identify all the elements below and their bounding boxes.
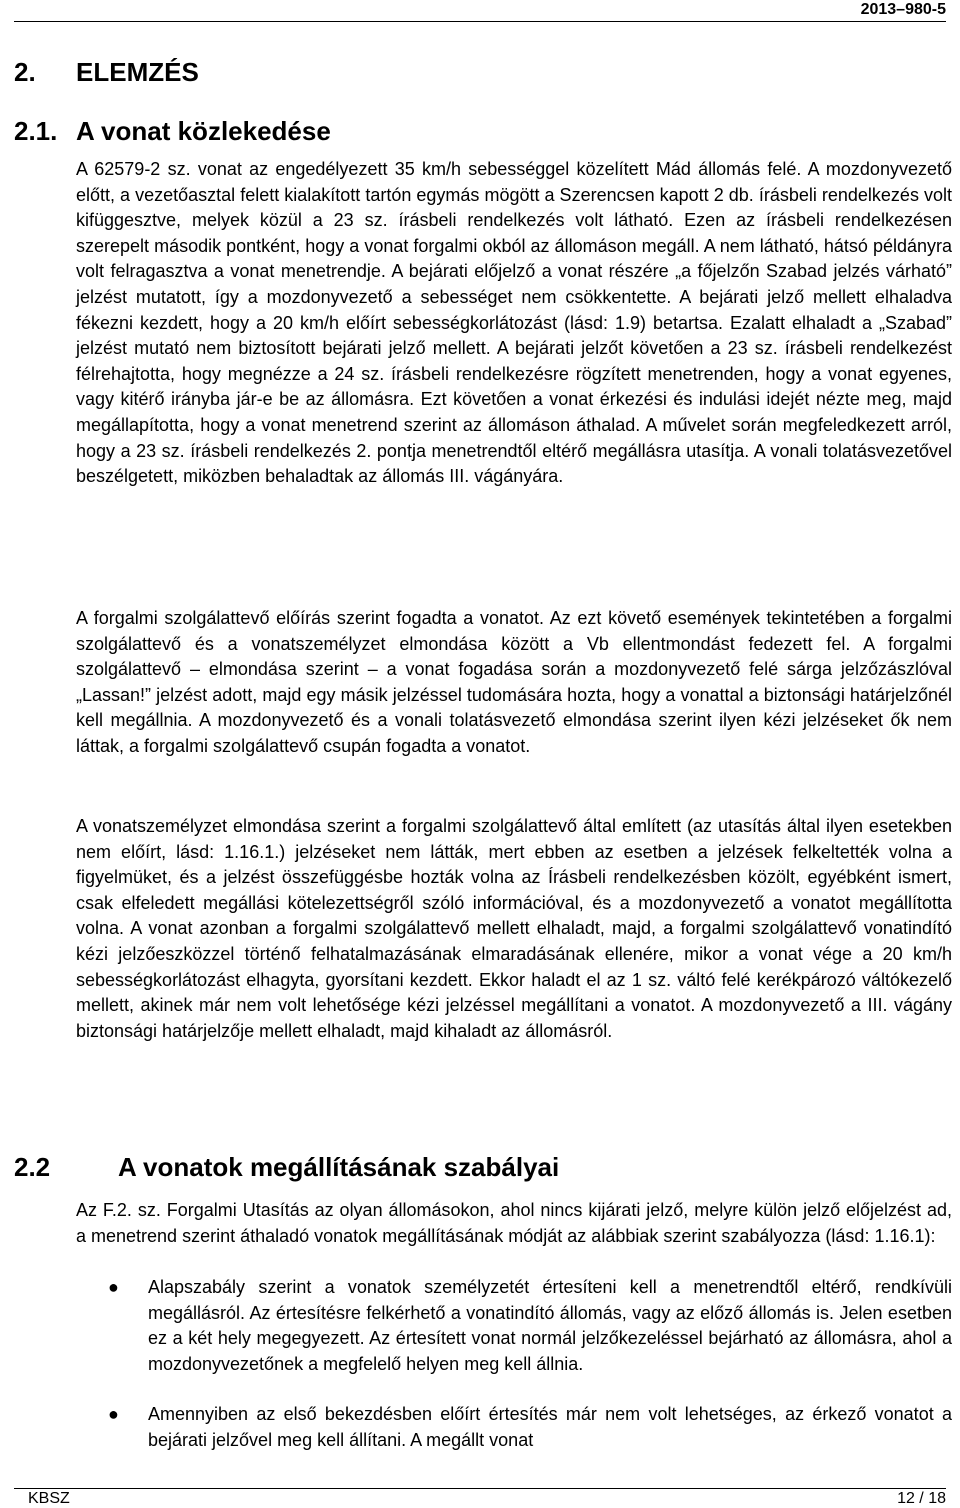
- paragraph-1: A 62579-2 sz. vonat az engedélyezett 35 km/h sebességgel közelített Mád állomás felé. A mozdonyvezető előtt, a vezetőasztal felett kialakított tartón egymás mögött a Szerencsen kapott 2 db. írásbeli rendelkezés volt kifüggesztve, melyek közül a 23 sz. írásbeli rendelkezés volt látható. Ezen az írásbeli rendelkezésen szerepelt második pontként, hogy a vonat forgalmi okból az állomáson megáll. A nem látható, hátsó példányra volt felragasztva a vonat menetrendje. A bejárati előjelző a vonat részére „a főjelzőn Szabad jelzés várható” jelzést mutatott, így a mozdonyvezető a sebességet nem csökkentette. A bejárati jelző mellett elhaladva fékezni kezdett, hogy a 20 km/h előírt sebességkorlátozást (lásd: 1.9) betartsa. Ezalatt elhaladt a „Szabad” jelzést mutató nem biztosított bejárati jelző mellett. A bejárati jelzőt követően a 23 sz. írásbeli rendelkezést félrehajtotta, hogy megnézze a 24 sz. írásbeli rendelkezésre rögzített menetrenden, hogy a vonat egyenes, vagy kitérő irányba jár-e be az állomásra. Ezt követően a vonat érkezési és indulási idejét nézte meg, majd megállapította, hogy a vonat menetrend szerint az állomáson áthalad. A művelet során megfeledkezett arról, hogy a 23 sz. írásbeli rendelkezés 2. pontja menetrendtől eltérő megállásra utasítja. A vonali tolatásvezetővel beszélgetett, miközben behaladtak az állomás III. vágányára.: [76, 159, 952, 487]
- bullet-icon: ●: [108, 1277, 119, 1297]
- paragraph-2: A forgalmi szolgálattevő előírás szerint fogadta a vonatot. Az ezt követő események tekintetében a forgalmi szolgálattevő és a vonatszemélyzet elmondása között a Vb ellentmondást fedezett fel. A forgalmi szolgálattevő – elmondása szerint – a vonat fogadása során a mozdonyvezető felé sárga jelzőzászlóval „Lassan!” jelzést adott, majd egy másik jelzéssel tudomására hozta, hogy a vonattal a biztonsági határjelzőnél kell megállnia. A mozdonyvezető és a vonali tolatásvezető elmondása szerint ilyen kézi jelzéseket ők nem láttak, a forgalmi szolgálattevő csupán fogadta a vonatot.: [76, 608, 952, 756]
- section-number: 2.: [14, 57, 36, 87]
- header-divider: [14, 21, 946, 22]
- paragraph-4: Az F.2. sz. Forgalmi Utasítás az olyan állomásokon, ahol nincs kijárati jelző, melyre külön jelző előjelzést ad, a menetrend szerint áthaladó vonatok megállításának módját az alábbiak szerint szabályozza (lásd: 1.16.1):: [76, 1200, 952, 1246]
- document-id: 2013–980-5: [860, 1, 946, 18]
- subsection-title-1: A vonat közlekedése: [76, 116, 331, 146]
- list-item: [76, 1275, 952, 1377]
- subsection-title-2: A vonatok megállításának szabályai: [118, 1152, 560, 1182]
- rule-list: [76, 1275, 952, 1479]
- list-item-text: Alapszabály szerint a vonatok személyzetét értesíteni kell a menetrendtől eltérő, rendkívüli megállásról. Az értesítésre felkérhető a vonatindító állomás, vagy az előző állomás is. Jelen esetben ez a két hely megegyezett. Az értesített vonat normál jelzőkezeléssel bejárható az állomásra, ahol a mozdonyvezetőnek a megfelelő helyen meg kell állnia.: [148, 1277, 952, 1374]
- subsection-number-1: 2.1.: [14, 116, 58, 146]
- section-heading: [14, 57, 199, 88]
- footer-org: KBSZ: [28, 1490, 70, 1507]
- list-item-text: Amennyiben az első bekezdésben előírt értesítés már nem volt lehetséges, az érkező vonatot a bejárati jelzővel meg kell állítani. A megállt vonat: [148, 1404, 952, 1450]
- section-title: ELEMZÉS: [76, 57, 199, 87]
- paragraph-3: A vonatszemélyzet elmondása szerint a forgalmi szolgálattevő által említett (az utasítás által ilyen esetekben nem előírt, lásd: 1.16.1.) jelzéseket nem látták, mert ebben az esetben a jelzések felkeltették volna a figyelmüket, és a jelzést összefüggésbe hozták volna az Írásbeli rendelkezésben közölt, egyébként ismert, csak elfeledett megállási kötelezettségről szóló információval, és a mozdonyvezető a vonatot megállította volna. A vonat azonban a forgalmi szolgálattevő mellett elhaladt, majd, a forgalmi szolgálattevő vonatindító kézi jelzőeszközzel történő felhatalmazásának elmaradásának ellenére, mikor a vonat vége a 20 km/h sebességkorlátozást elhagyta, gyorsítani kezdett. Ekkor haladt el az 1 sz. váltó felé kerékpározó váltókezelő mellett, akinek már nem volt lehetősége kézi jelzéssel megállítani a vonatot. A mozdonyvezető a III. vágány biztonsági határjelzője mellett elhaladt, majd kihaladt az állomásról.: [76, 816, 952, 1041]
- page-number: 12 / 18: [897, 1490, 946, 1507]
- list-item: [76, 1402, 952, 1453]
- bullet-icon: ●: [108, 1404, 119, 1425]
- subsection-heading-1: [14, 116, 331, 147]
- subsection-number-2: 2.2: [14, 1152, 51, 1182]
- footer-divider: [14, 1488, 946, 1489]
- subsection-heading-2: [14, 1152, 559, 1183]
